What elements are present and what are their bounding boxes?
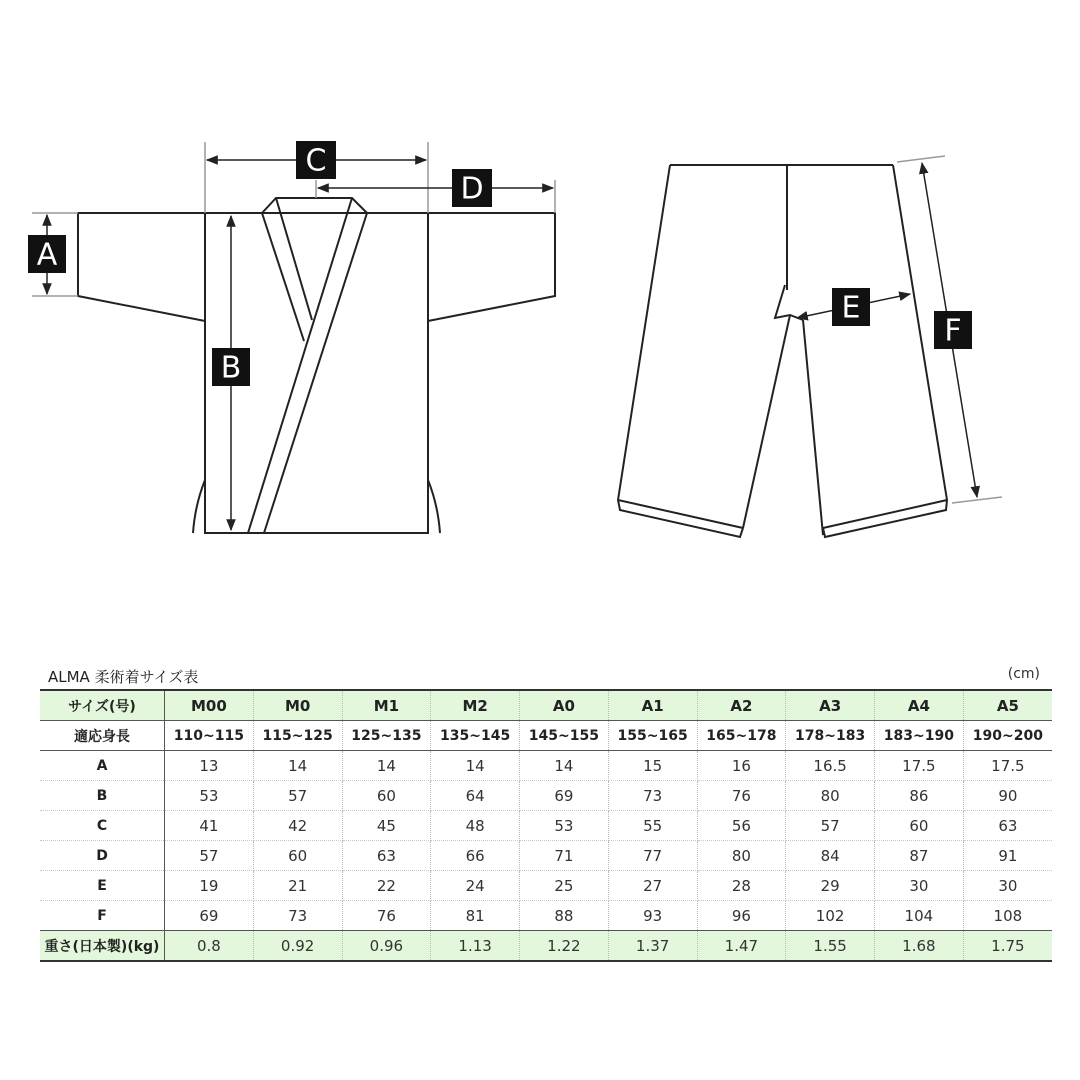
label-c [296, 141, 336, 179]
size-table [40, 689, 1052, 962]
table-row-f [40, 901, 1052, 931]
weight-row-label: 重さ(日本製)(kg) [40, 931, 165, 962]
value-cell: 53 [165, 781, 254, 811]
value-cell: 48 [431, 811, 520, 841]
value-cell: 41 [165, 811, 254, 841]
height-cell: 145~155 [520, 721, 609, 751]
value-cell: 19 [165, 871, 254, 901]
value-cell: 57 [165, 841, 254, 871]
value-cell: 57 [786, 811, 875, 841]
label-b-text: B [220, 350, 242, 386]
size-header-cell: M00 [165, 690, 254, 721]
weight-cell: 1.37 [608, 931, 697, 962]
size-header-cell: A3 [786, 690, 875, 721]
value-cell: 30 [875, 871, 964, 901]
value-cell: 76 [697, 781, 786, 811]
value-cell: 63 [342, 841, 431, 871]
label-b [212, 348, 250, 386]
value-cell: 55 [608, 811, 697, 841]
value-cell: 21 [253, 871, 342, 901]
row-label: A [40, 751, 165, 781]
value-cell: 69 [520, 781, 609, 811]
size-header-cell: M0 [253, 690, 342, 721]
value-cell: 104 [875, 901, 964, 931]
value-cell: 80 [786, 781, 875, 811]
value-cell: 90 [963, 781, 1052, 811]
value-cell: 84 [786, 841, 875, 871]
weight-cell: 0.92 [253, 931, 342, 962]
row-label: D [40, 841, 165, 871]
value-cell: 96 [697, 901, 786, 931]
value-cell: 63 [963, 811, 1052, 841]
size-header-cell: A5 [963, 690, 1052, 721]
label-f [934, 311, 972, 349]
value-cell: 28 [697, 871, 786, 901]
value-cell: 71 [520, 841, 609, 871]
jacket-drawing [78, 198, 555, 533]
weight-row [40, 931, 1052, 962]
value-cell: 88 [520, 901, 609, 931]
table-row-b [40, 781, 1052, 811]
value-cell: 86 [875, 781, 964, 811]
value-cell: 60 [253, 841, 342, 871]
weight-cell: 1.75 [963, 931, 1052, 962]
value-cell: 93 [608, 901, 697, 931]
height-cell: 165~178 [697, 721, 786, 751]
value-cell: 73 [253, 901, 342, 931]
value-cell: 56 [697, 811, 786, 841]
label-e [832, 288, 870, 326]
height-cell: 190~200 [963, 721, 1052, 751]
label-f-text: F [944, 313, 962, 349]
height-cell: 155~165 [608, 721, 697, 751]
value-cell: 30 [963, 871, 1052, 901]
value-cell: 69 [165, 901, 254, 931]
table-row-d [40, 841, 1052, 871]
weight-cell: 1.22 [520, 931, 609, 962]
value-cell: 60 [342, 781, 431, 811]
value-cell: 29 [786, 871, 875, 901]
height-cell: 125~135 [342, 721, 431, 751]
table-unit: (cm) [1007, 666, 1040, 682]
value-cell: 91 [963, 841, 1052, 871]
value-cell: 15 [608, 751, 697, 781]
height-cell: 178~183 [786, 721, 875, 751]
weight-cell: 1.47 [697, 931, 786, 962]
row-label: B [40, 781, 165, 811]
size-header-cell: M1 [342, 690, 431, 721]
label-c-text: C [305, 143, 327, 179]
value-cell: 66 [431, 841, 520, 871]
value-cell: 16 [697, 751, 786, 781]
label-a [28, 235, 66, 273]
value-cell: 27 [608, 871, 697, 901]
size-header-row [40, 690, 1052, 721]
height-cell: 110~115 [165, 721, 254, 751]
value-cell: 77 [608, 841, 697, 871]
value-cell: 81 [431, 901, 520, 931]
label-e-text: E [841, 290, 861, 326]
height-cell: 183~190 [875, 721, 964, 751]
value-cell: 108 [963, 901, 1052, 931]
height-row-label: 適応身長 [40, 721, 165, 751]
size-header-cell: A2 [697, 690, 786, 721]
weight-cell: 1.68 [875, 931, 964, 962]
value-cell: 14 [431, 751, 520, 781]
value-cell: 24 [431, 871, 520, 901]
weight-cell: 0.8 [165, 931, 254, 962]
value-cell: 17.5 [875, 751, 964, 781]
value-cell: 80 [697, 841, 786, 871]
value-cell: 45 [342, 811, 431, 841]
value-cell: 76 [342, 901, 431, 931]
height-cell: 135~145 [431, 721, 520, 751]
weight-cell: 0.96 [342, 931, 431, 962]
value-cell: 17.5 [963, 751, 1052, 781]
table-row-c [40, 811, 1052, 841]
value-cell: 13 [165, 751, 254, 781]
height-row [40, 721, 1052, 751]
label-a-text: A [36, 237, 58, 273]
value-cell: 102 [786, 901, 875, 931]
size-header-cell: A4 [875, 690, 964, 721]
value-cell: 57 [253, 781, 342, 811]
size-header-cell: A0 [520, 690, 609, 721]
value-cell: 87 [875, 841, 964, 871]
value-cell: 42 [253, 811, 342, 841]
value-cell: 14 [342, 751, 431, 781]
row-label: C [40, 811, 165, 841]
value-cell: 53 [520, 811, 609, 841]
size-header-cell: A1 [608, 690, 697, 721]
value-cell: 25 [520, 871, 609, 901]
pants-drawing [618, 165, 947, 537]
size-header-label: サイズ(号) [40, 690, 165, 721]
value-cell: 73 [608, 781, 697, 811]
value-cell: 22 [342, 871, 431, 901]
weight-cell: 1.13 [431, 931, 520, 962]
height-cell: 115~125 [253, 721, 342, 751]
row-label: F [40, 901, 165, 931]
table-row-e [40, 871, 1052, 901]
value-cell: 64 [431, 781, 520, 811]
value-cell: 14 [253, 751, 342, 781]
label-d [452, 169, 492, 207]
label-d-text: D [460, 171, 484, 207]
value-cell: 16.5 [786, 751, 875, 781]
size-header-cell: M2 [431, 690, 520, 721]
value-cell: 60 [875, 811, 964, 841]
table-title: ALMA 柔術着サイズ表 [48, 668, 199, 686]
row-label: E [40, 871, 165, 901]
weight-cell: 1.55 [786, 931, 875, 962]
table-row-a [40, 751, 1052, 781]
value-cell: 14 [520, 751, 609, 781]
